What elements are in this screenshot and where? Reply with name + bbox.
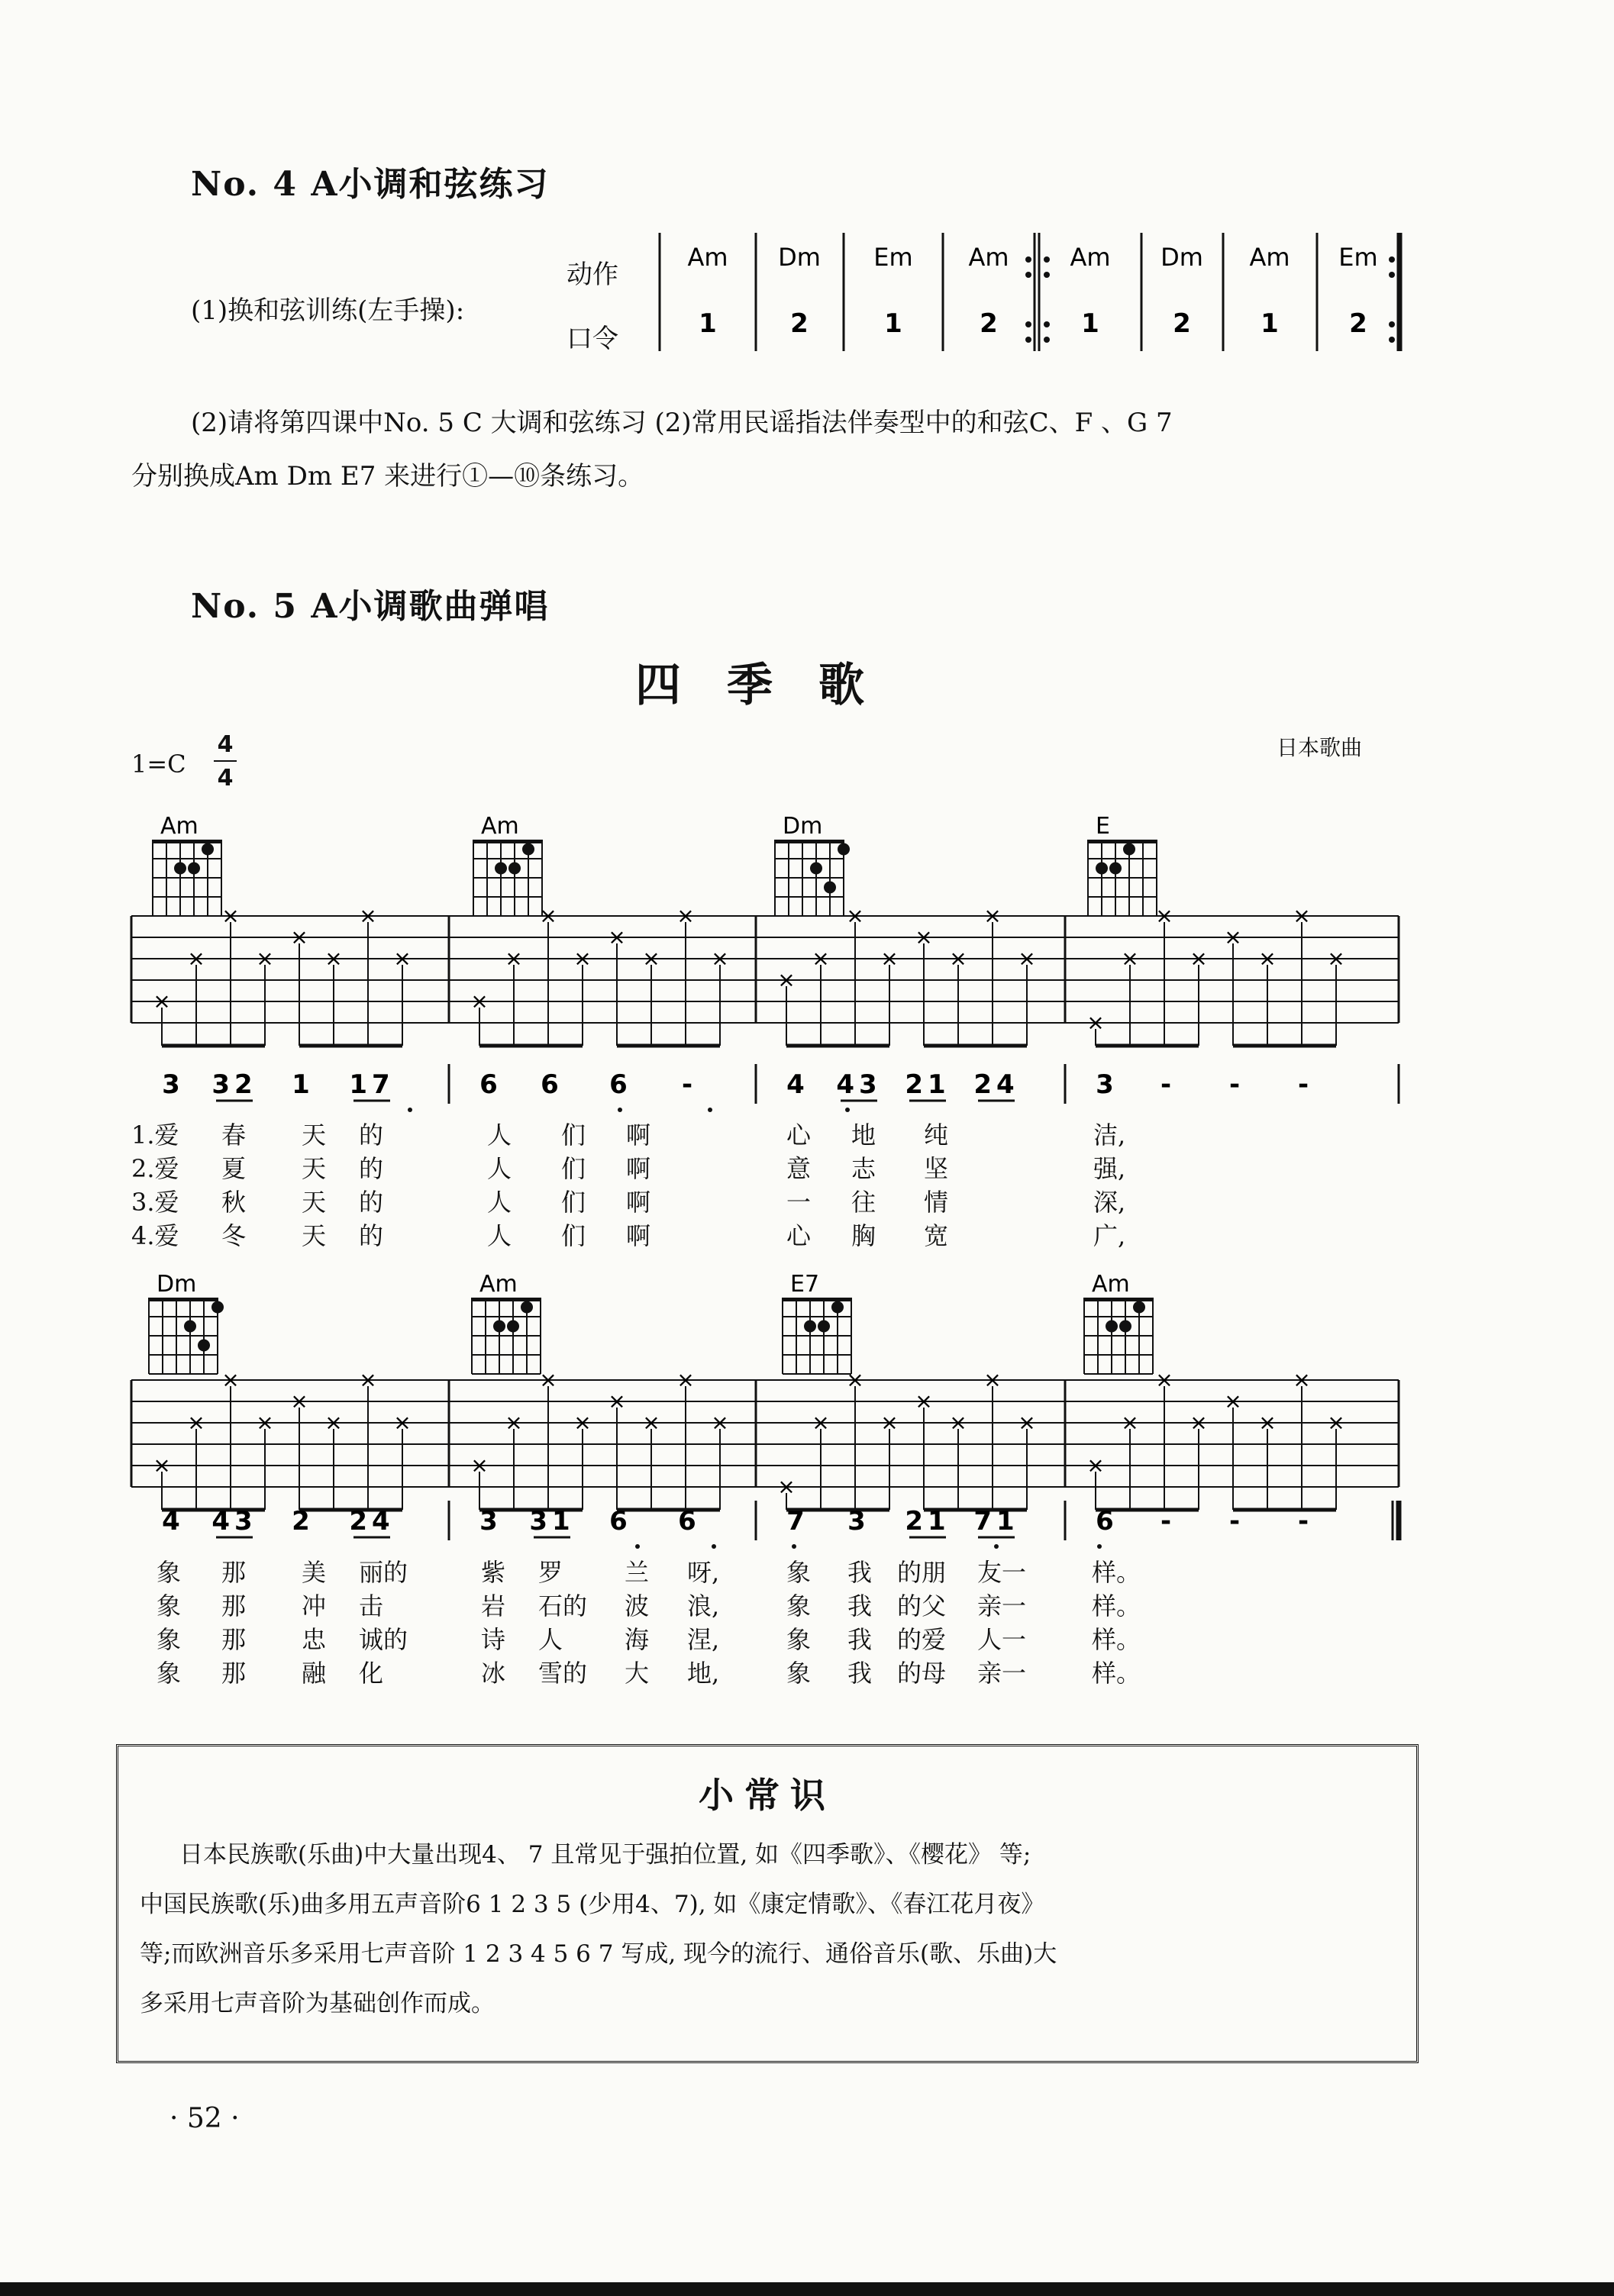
notation-note: 43	[836, 1069, 882, 1100]
lyric-word: 意	[786, 1154, 812, 1183]
lyric-word: 岩	[481, 1591, 506, 1620]
lyric-word: 冬	[221, 1221, 247, 1250]
chord-diagram	[1084, 1271, 1153, 1374]
notation-note: 6	[678, 1506, 701, 1537]
table-count: 1	[699, 308, 717, 339]
song-origin: 日本歌曲	[1277, 735, 1363, 760]
lyric-word: 胸	[851, 1221, 876, 1250]
notation-note: 6	[609, 1069, 632, 1100]
lyric-word: 的母	[897, 1659, 947, 1688]
tab-note: ×	[187, 1410, 205, 1435]
lyric-word: 我	[847, 1558, 873, 1587]
lyric-word: 我	[847, 1659, 873, 1688]
tab-note: ×	[1121, 946, 1139, 971]
table-chord-row	[687, 243, 1377, 272]
lyric-word: 往	[851, 1188, 876, 1217]
system2-notation	[162, 1501, 1399, 1549]
tab-note: ×	[1018, 946, 1036, 971]
chord-diagram	[153, 813, 221, 916]
lyric-word: 亲一	[977, 1591, 1027, 1620]
scan-edge	[0, 2282, 1614, 2296]
lyric-word: 我	[847, 1591, 873, 1620]
tab-note: ×	[1190, 1410, 1208, 1435]
lyric-word: 化	[359, 1659, 384, 1688]
lyric-word: 洁,	[1093, 1121, 1126, 1150]
table-chord: Am	[968, 243, 1009, 272]
lyric-word: 象	[786, 1591, 812, 1620]
notation-note: -	[1228, 1069, 1245, 1100]
notation-note: -	[1160, 1069, 1177, 1100]
lyric-word: 的父	[897, 1591, 947, 1620]
lyric-word: 夏	[221, 1154, 247, 1183]
exercise2-line2: 分别换成Am Dm E7 来进行①—⑩条练习。	[131, 461, 644, 492]
table-count: 1	[884, 308, 902, 339]
exercise2-line1: (2)请将第四课中No. 5 C 大调和弦练习 (2)常用民谣指法伴奏型中的和弦C、F 、G 7	[191, 408, 1173, 438]
lyric-word: 的朋	[897, 1558, 947, 1587]
tab-note: ×	[359, 1367, 377, 1392]
tab-note: ×	[949, 1410, 967, 1435]
lyric-word: 象	[786, 1558, 812, 1587]
notation-note: 17	[349, 1069, 395, 1100]
lyric-word: 雪的	[538, 1659, 588, 1688]
notation-note: 6	[1096, 1506, 1119, 1537]
lyric-word: 天	[302, 1121, 327, 1150]
tab-note: ×	[290, 1388, 308, 1414]
system2-chord-diagrams	[149, 1271, 1153, 1374]
tab-note: ×	[1155, 1367, 1173, 1392]
notation-note: 1	[292, 1069, 315, 1100]
table-count: 2	[1349, 308, 1367, 339]
chord-diagram	[783, 1271, 851, 1374]
lyric-word: 4.爱	[131, 1221, 179, 1250]
lyric-word: 的	[359, 1221, 384, 1250]
tab-note: ×	[1224, 1388, 1242, 1414]
tab-note: ×	[359, 903, 377, 928]
tab-note: ×	[1293, 903, 1311, 928]
tip-box	[116, 1744, 1419, 2063]
chord-diagram	[472, 1271, 541, 1374]
lyric-word: 志	[851, 1154, 876, 1183]
notation-note: 3	[162, 1069, 185, 1100]
tip-title: 小常识	[699, 1775, 836, 1816]
system1-chord-diagrams	[153, 813, 1157, 916]
lyric-word: 们	[561, 1188, 586, 1217]
notation-note: 21	[905, 1069, 951, 1100]
tab-note: ×	[221, 903, 240, 928]
table-chord: Dm	[778, 243, 821, 272]
tab-note: ×	[949, 946, 967, 971]
lyric-word: 击	[359, 1591, 384, 1620]
lyric-word: 海	[625, 1625, 650, 1654]
chord-name: Am	[479, 1271, 518, 1298]
system1-tab-staff	[131, 903, 1399, 1046]
table-count: 2	[790, 308, 809, 339]
lyric-word: 坚	[924, 1154, 949, 1183]
tab-note: ×	[1086, 1453, 1105, 1478]
lyric-word: 波	[625, 1591, 650, 1620]
lyric-word: 象	[157, 1625, 182, 1654]
song-title: 四季歌	[635, 659, 910, 712]
lyric-word: 心	[786, 1221, 812, 1250]
notation-note: 4	[162, 1506, 185, 1537]
tab-note: ×	[1155, 903, 1173, 928]
tab-note: ×	[324, 946, 343, 971]
tab-note: ×	[573, 946, 592, 971]
lyric-word: 象	[786, 1659, 812, 1688]
notation-note: 7	[786, 1506, 809, 1537]
notation-note: 21	[905, 1506, 951, 1537]
notation-note: 6	[479, 1069, 502, 1100]
tab-note: ×	[153, 988, 171, 1014]
lyric-word: 人	[487, 1221, 512, 1250]
tab-note: ×	[608, 1388, 626, 1414]
lyric-word: 深,	[1093, 1188, 1126, 1217]
lyric-word: 人	[487, 1154, 512, 1183]
chord-change-table	[649, 225, 1412, 363]
lyric-word: 心	[786, 1121, 812, 1150]
tab-note: ×	[256, 1410, 274, 1435]
tip-line2: 中国民族歌(乐)曲多用五声音阶6 1 2 3 5 (少用4、7), 如《康定情歌》、《春江花月夜》	[140, 1891, 1045, 1918]
tab-note: ×	[846, 903, 864, 928]
chord-name: E	[1096, 813, 1110, 840]
tab-note: ×	[393, 946, 412, 971]
tab-note: ×	[505, 1410, 523, 1435]
table-chord: Em	[1338, 243, 1378, 272]
notation-note: 6	[541, 1069, 563, 1100]
tab-note: ×	[539, 903, 557, 928]
lyric-word: 忠	[302, 1625, 327, 1654]
lyric-word: 啊	[626, 1188, 651, 1217]
notation-note: 71	[973, 1506, 1019, 1537]
table-chord: Em	[873, 243, 913, 272]
chord-name: Dm	[783, 813, 823, 840]
lyric-word: 春	[221, 1121, 247, 1150]
tab-note: ×	[1018, 1410, 1036, 1435]
tab-note: ×	[642, 946, 660, 971]
table-chord: Am	[1249, 243, 1290, 272]
lyric-word: 的	[359, 1121, 384, 1150]
lyric-word: 象	[157, 1659, 182, 1688]
tab-note: ×	[1258, 1410, 1277, 1435]
tab-note: ×	[812, 1410, 830, 1435]
tab-note: ×	[573, 1410, 592, 1435]
notation-note: 6	[609, 1506, 632, 1537]
lyric-word: 啊	[626, 1121, 651, 1150]
lyric-word: 紫	[481, 1558, 506, 1587]
row-label-count: 口令	[567, 324, 618, 354]
lyric-word: 石的	[538, 1591, 588, 1620]
exercise1-label: (1)换和弦训练(左手操):	[191, 295, 465, 326]
tab-note: ×	[1121, 1410, 1139, 1435]
chord-name: Dm	[157, 1271, 197, 1298]
lyric-word: 地,	[687, 1659, 720, 1688]
notation-note: 24	[973, 1069, 1019, 1100]
tab-note: ×	[676, 1367, 695, 1392]
notation-note: 31	[529, 1506, 575, 1537]
lyric-word: 那	[221, 1659, 247, 1688]
lyric-word: 啊	[626, 1221, 651, 1250]
tab-note: ×	[642, 1410, 660, 1435]
lyric-word: 2.爱	[131, 1154, 179, 1183]
tab-note: ×	[777, 1474, 796, 1499]
system2-lyrics	[0, 1553, 1614, 1706]
tip-line3: 等;而欧洲音乐多采用七声音阶 1 2 3 4 5 6 7 写成, 现今的流行、通俗音乐(歌、乐曲)大	[140, 1940, 1057, 1968]
lyric-word: 情	[924, 1188, 949, 1217]
tab-note: ×	[256, 946, 274, 971]
lyric-word: 兰	[625, 1558, 650, 1587]
notation-note: -	[1160, 1506, 1177, 1537]
tab-note: ×	[1190, 946, 1208, 971]
tab-note: ×	[777, 967, 796, 992]
table-count: 1	[1081, 308, 1099, 339]
tab-note: ×	[812, 946, 830, 971]
lyric-word: 的	[359, 1154, 384, 1183]
chord-diagram	[775, 813, 850, 916]
table-count-row	[699, 308, 1367, 339]
tab-note: ×	[608, 924, 626, 950]
lyric-word: 1.爱	[131, 1121, 179, 1150]
table-count: 2	[980, 308, 998, 339]
tab-note: ×	[1327, 946, 1345, 971]
tab-note: ×	[711, 1410, 729, 1435]
lyric-word: 们	[561, 1221, 586, 1250]
lyric-word: 那	[221, 1625, 247, 1654]
lyric-word: 地	[851, 1121, 876, 1150]
chord-diagram	[1088, 813, 1157, 916]
system1-lyrics	[0, 1116, 1614, 1253]
lyric-word: 秋	[221, 1188, 247, 1217]
tab-note: ×	[880, 1410, 899, 1435]
lyric-word: 人一	[977, 1625, 1027, 1654]
tab-note: ×	[1258, 946, 1277, 971]
tab-note: ×	[915, 924, 933, 950]
lyric-word: 人	[538, 1625, 563, 1654]
lyric-word: 一	[786, 1188, 812, 1217]
tab-note: ×	[983, 903, 1002, 928]
tip-line4: 多采用七声音阶为基础创作而成。	[140, 1990, 495, 2017]
notation-note: 4	[786, 1069, 809, 1100]
lyric-word: 融	[302, 1659, 327, 1688]
lyric-word: 冲	[302, 1591, 327, 1620]
lyric-word: 美	[302, 1558, 327, 1587]
chord-name: Am	[160, 813, 199, 840]
lyric-word: 天	[302, 1154, 327, 1183]
lyric-word: 纯	[924, 1121, 949, 1150]
tab-note: ×	[915, 1388, 933, 1414]
key-signature: 1=C	[131, 750, 186, 779]
lyric-word: 天	[302, 1221, 327, 1250]
lyric-word: 我	[847, 1625, 873, 1654]
notation-note: -	[1297, 1506, 1314, 1537]
table-chord: Am	[687, 243, 728, 272]
lyric-word: 呀,	[687, 1558, 720, 1587]
tab-note: ×	[324, 1410, 343, 1435]
lyric-word: 人	[487, 1121, 512, 1150]
chord-name: Am	[481, 813, 519, 840]
page-number: · 52 ·	[169, 2103, 240, 2134]
notation-note: -	[1297, 1069, 1314, 1100]
notation-note: 3	[479, 1506, 502, 1537]
lyric-word: 的	[359, 1188, 384, 1217]
chord-name: E7	[790, 1271, 820, 1298]
lyric-word: 样。	[1092, 1591, 1141, 1620]
tab-note: ×	[290, 924, 308, 950]
table-count: 1	[1261, 308, 1279, 339]
lyric-word: 罗	[538, 1558, 563, 1587]
tab-note: ×	[539, 1367, 557, 1392]
lyric-word: 象	[157, 1558, 182, 1587]
tab-note: ×	[221, 1367, 240, 1392]
lyric-word: 样。	[1092, 1659, 1141, 1688]
notation-note: -	[681, 1069, 698, 1100]
lyric-word: 丽的	[359, 1558, 408, 1587]
section4-heading: No. 4 A小调和弦练习	[191, 165, 550, 204]
notation-note: 3	[847, 1506, 870, 1537]
system2-tab-staff	[131, 1367, 1399, 1510]
lyric-word: 涅,	[687, 1625, 720, 1654]
tab-note: ×	[1086, 1010, 1105, 1035]
tab-note: ×	[505, 946, 523, 971]
lyric-word: 的爱	[897, 1625, 947, 1654]
lyric-word: 象	[786, 1625, 812, 1654]
tab-note: ×	[1327, 1410, 1345, 1435]
tab-note: ×	[470, 988, 489, 1014]
chord-diagram	[149, 1271, 224, 1374]
lyric-word: 人	[487, 1188, 512, 1217]
lyric-word: 啊	[626, 1154, 651, 1183]
system1-notation	[162, 1064, 1399, 1112]
lyric-word: 广,	[1093, 1221, 1126, 1250]
lyric-word: 3.爱	[131, 1188, 179, 1217]
notation-note: 43	[211, 1506, 257, 1537]
section5-heading: No. 5 A小调歌曲弹唱	[191, 587, 550, 626]
chord-diagram	[473, 813, 542, 916]
tab-note: ×	[187, 946, 205, 971]
lyric-word: 天	[302, 1188, 327, 1217]
lyric-word: 强,	[1093, 1154, 1126, 1183]
lyric-word: 宽	[924, 1221, 949, 1250]
tab-note: ×	[711, 946, 729, 971]
lyric-word: 样。	[1092, 1558, 1141, 1587]
lyric-word: 那	[221, 1558, 247, 1587]
lyric-word: 浪,	[687, 1591, 720, 1620]
tab-note: ×	[153, 1453, 171, 1478]
notation-note: 32	[211, 1069, 257, 1100]
time-signature-top: 4	[217, 731, 234, 758]
tab-note: ×	[983, 1367, 1002, 1392]
table-count: 2	[1173, 308, 1191, 339]
tab-note: ×	[846, 1367, 864, 1392]
time-signature-line	[214, 760, 237, 762]
chord-name: Am	[1092, 1271, 1130, 1298]
tab-note: ×	[1293, 1367, 1311, 1392]
notation-note: 24	[349, 1506, 395, 1537]
lyric-word: 大	[625, 1659, 650, 1688]
tab-note: ×	[676, 903, 695, 928]
tab-note: ×	[393, 1410, 412, 1435]
tip-line1: 日本民族歌(乐曲)中大量出现4、 7 且常见于强拍位置, 如《四季歌》、《樱花》 等;	[179, 1841, 1031, 1869]
lyric-word: 象	[157, 1591, 182, 1620]
lyric-word: 诚的	[359, 1625, 408, 1654]
table-chord: Am	[1070, 243, 1111, 272]
lyric-word: 们	[561, 1121, 586, 1150]
lyric-word: 友一	[977, 1558, 1027, 1587]
time-signature-bottom: 4	[217, 765, 234, 792]
tab-note: ×	[880, 946, 899, 971]
lyric-word: 样。	[1092, 1625, 1141, 1654]
notation-note: 3	[1096, 1069, 1119, 1100]
notation-note: 2	[292, 1506, 315, 1537]
lyric-word: 冰	[481, 1659, 506, 1688]
tab-note: ×	[1224, 924, 1242, 950]
lyric-word: 诗	[481, 1625, 506, 1654]
lyric-word: 亲一	[977, 1659, 1027, 1688]
table-chord: Dm	[1160, 243, 1203, 272]
lyric-word: 们	[561, 1154, 586, 1183]
row-label-action: 动作	[567, 260, 618, 290]
notation-note: -	[1228, 1506, 1245, 1537]
tab-note: ×	[470, 1453, 489, 1478]
lyric-word: 那	[221, 1591, 247, 1620]
